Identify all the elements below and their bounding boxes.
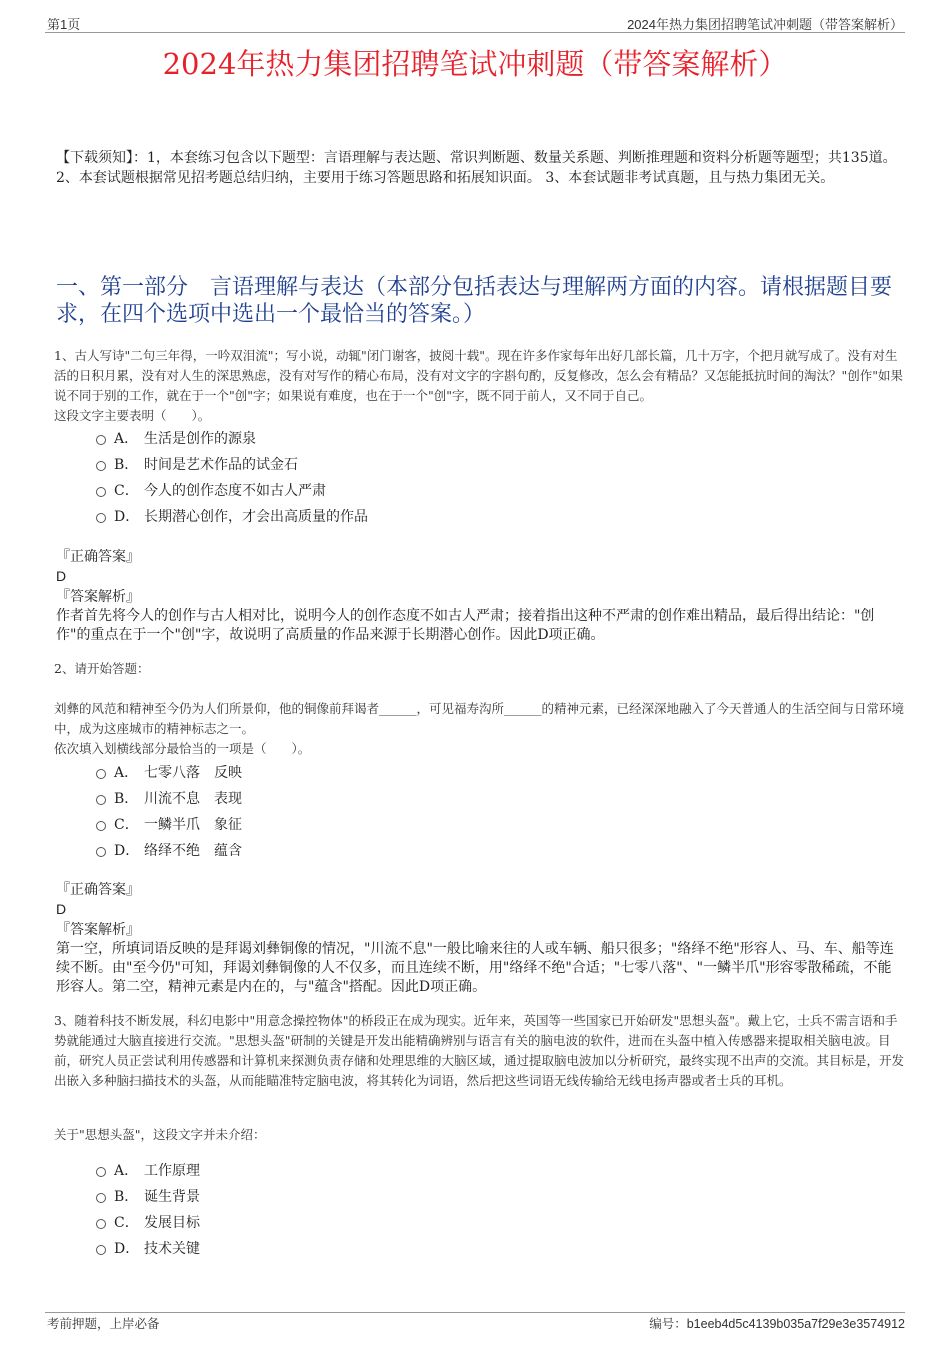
footer-slogan: 考前押题，上岸必备 bbox=[47, 1317, 160, 1331]
question-prompt: 这段文字主要表明（ ）。 bbox=[54, 408, 211, 423]
answer-analysis: 第一空，所填词语反映的是拜谒刘彝铜像的情况，"川流不息"一般比喻来往的人或车辆、船只很多；"络绎不绝"形容人、马、车、船等连续不断。由"至今仍"可知，拜谒刘彝铜像的人不仅多，而且连续不断，用"络绎不绝"合适；"七零八落"、"一鳞半爪"形容零散稀疏，不能形容人。第二空，精神元素是内在的，与"蕴含"搭配。因此D项正确。 bbox=[56, 941, 894, 995]
option-a[interactable]: A． 生活是创作的源泉 bbox=[96, 425, 368, 451]
question-prompt: 依次填入划横线部分最恰当的一项是（ ）。 bbox=[54, 741, 311, 756]
footer-doc-id: 编号：b1eeb4d5c4139b035a7f29e3e3574912 bbox=[649, 1317, 905, 1331]
question-prompt: 关于"思想头盔"，这段文字并未介绍： bbox=[54, 1127, 266, 1142]
question-text: 刘彝的风范和精神至今仍为人们所景仰，他的铜像前拜谒者______，可见福寿沟所______的精神元素，已经深深地融入了今天普通人的生活空间与日常环境中，成为这座城市的精神标志之一。 bbox=[54, 701, 905, 736]
question-2 bbox=[54, 699, 904, 759]
option-c[interactable]: C． 一鳞半爪 象征 bbox=[96, 811, 242, 837]
radio-icon[interactable] bbox=[96, 487, 106, 497]
option-b[interactable]: B． 川流不息 表现 bbox=[96, 785, 242, 811]
radio-icon[interactable] bbox=[96, 513, 106, 523]
header-divider bbox=[45, 32, 905, 33]
section-heading: 一、第一部分 言语理解与表达（本部分包括表达与理解两方面的内容。请根据题目要求，在四个选项中选出一个最恰当的答案。） bbox=[56, 275, 893, 327]
page-number: 第1页 bbox=[47, 17, 81, 32]
download-notice: 【下载须知】：1，本套练习包含以下题型：言语理解与表达题、常识判断题、数量关系题、判断推理题和资料分析题等题型；共135道。 2、本套试题根据常见招考题总结归纳，主要用于练习答题思路和拓展知识面。 3、本套试题非考试真题，且与热力集团无关。 bbox=[56, 150, 897, 186]
option-d[interactable]: D． 长期潜心创作，才会出高质量的作品 bbox=[96, 503, 368, 529]
option-d[interactable]: D． 技术关键 bbox=[96, 1235, 200, 1261]
radio-icon[interactable] bbox=[96, 1219, 106, 1229]
footer-divider bbox=[45, 1312, 905, 1313]
radio-icon[interactable] bbox=[96, 461, 106, 471]
correct-answer: D bbox=[56, 901, 67, 917]
radio-icon[interactable] bbox=[96, 769, 106, 779]
page-title: 2024年热力集团招聘笔试冲刺题（带答案解析） bbox=[162, 47, 788, 81]
question-2-intro: 2、请开始答题： bbox=[54, 661, 150, 676]
radio-icon[interactable] bbox=[96, 795, 106, 805]
radio-icon[interactable] bbox=[96, 821, 106, 831]
question-3-options bbox=[96, 1157, 200, 1261]
radio-icon[interactable] bbox=[96, 1193, 106, 1203]
correct-answer: D bbox=[56, 568, 67, 584]
question-2-options bbox=[96, 759, 242, 863]
answer-analysis: 作者首先将今人的创作与古人相对比，说明今人的创作态度不如古人严肃；接着指出这种不严肃的创作难出精品，最后得出结论："创作"的重点在于一个"创"字，故说明了高质量的作品来源于长期潜心创作。因此D项正确。 bbox=[56, 608, 875, 643]
question-text: 1、古人写诗"二句三年得，一吟双泪流"；写小说，动辄"闭门谢客，披阅十载"。现在许多作家每年出好几部长篇，几十万字，个把月就写成了。没有对生活的日积月累，没有对人生的深思熟虑，没有对写作的精心布局，没有对文字的字斟句酌，反复修改，怎么会有精品？又怎能抵抗时间的淘汰？"创作"如果说不同于别的工作，就在于一个"创"字；如果说有难度，也在于一个"创"字，既不同于前人，又不同于自己。 bbox=[54, 348, 904, 403]
radio-icon[interactable] bbox=[96, 1245, 106, 1255]
question-3 bbox=[54, 1011, 904, 1091]
question-1-options bbox=[96, 425, 368, 529]
question-text: 3、随着科技不断发展，科幻电影中"用意念操控物体"的桥段正在成为现实。近年来，英国等一些国家已开始研发"思想头盔"。戴上它，士兵不需言语和手势就能通过大脑直接进行交流。"思想头盔"研制的关键是开发出能精确辨别与语言有关的脑电波的软件，进而在头盔中植入传感器来提取相关脑电波。目前，研究人员正尝试利用传感器和计算机来探测负责存储和处理思维的大脑区域，通过提取脑电波加以分析研究，最终实现不出声的交流。其目标是，开发出嵌入多种脑扫描技术的头盔，从而能瞄准特定脑电波，将其转化为词语，然后把这些词语无线传输给无线电扬声器或者士兵的耳机。 bbox=[54, 1013, 905, 1088]
option-b[interactable]: B． 诞生背景 bbox=[96, 1183, 200, 1209]
option-c[interactable]: C． 今人的创作态度不如古人严肃 bbox=[96, 477, 368, 503]
option-d[interactable]: D． 络绎不绝 蕴含 bbox=[96, 837, 242, 863]
question-1 bbox=[54, 346, 904, 426]
radio-icon[interactable] bbox=[96, 847, 106, 857]
question-2-answer: 『正确答案』 D 『答案解析』 第一空，所填词语反映的是拜谒刘彝铜像的情况，"川流不息"一般比喻来往的人或车辆、船只很多；"络绎不绝"形容人、马、车、船等连续不断。由"至今仍"可知，拜谒刘彝铜像的人不仅多，而且连续不断，用"络绎不绝"合适；"七零八落"、"一鳞半爪"形容零散稀疏，不能形容人。第二空，精神元素是内在的，与"蕴含"搭配。因此D项正确。 bbox=[56, 881, 901, 997]
option-b[interactable]: B． 时间是艺术作品的试金石 bbox=[96, 451, 368, 477]
header-doc-title: 2024年热力集团招聘笔试冲刺题（带答案解析） bbox=[627, 17, 903, 32]
question-1-answer: 『正确答案』 D 『答案解析』 作者首先将今人的创作与古人相对比，说明今人的创作态度不如古人严肃；接着指出这种不严肃的创作难出精品，最后得出结论："创作"的重点在于一个"创"字，故说明了高质量的作品来源于长期潜心创作。因此D项正确。 bbox=[56, 548, 901, 645]
radio-icon[interactable] bbox=[96, 435, 106, 445]
option-a[interactable]: A． 七零八落 反映 bbox=[96, 759, 242, 785]
option-c[interactable]: C． 发展目标 bbox=[96, 1209, 200, 1235]
option-a[interactable]: A． 工作原理 bbox=[96, 1157, 200, 1183]
radio-icon[interactable] bbox=[96, 1167, 106, 1177]
